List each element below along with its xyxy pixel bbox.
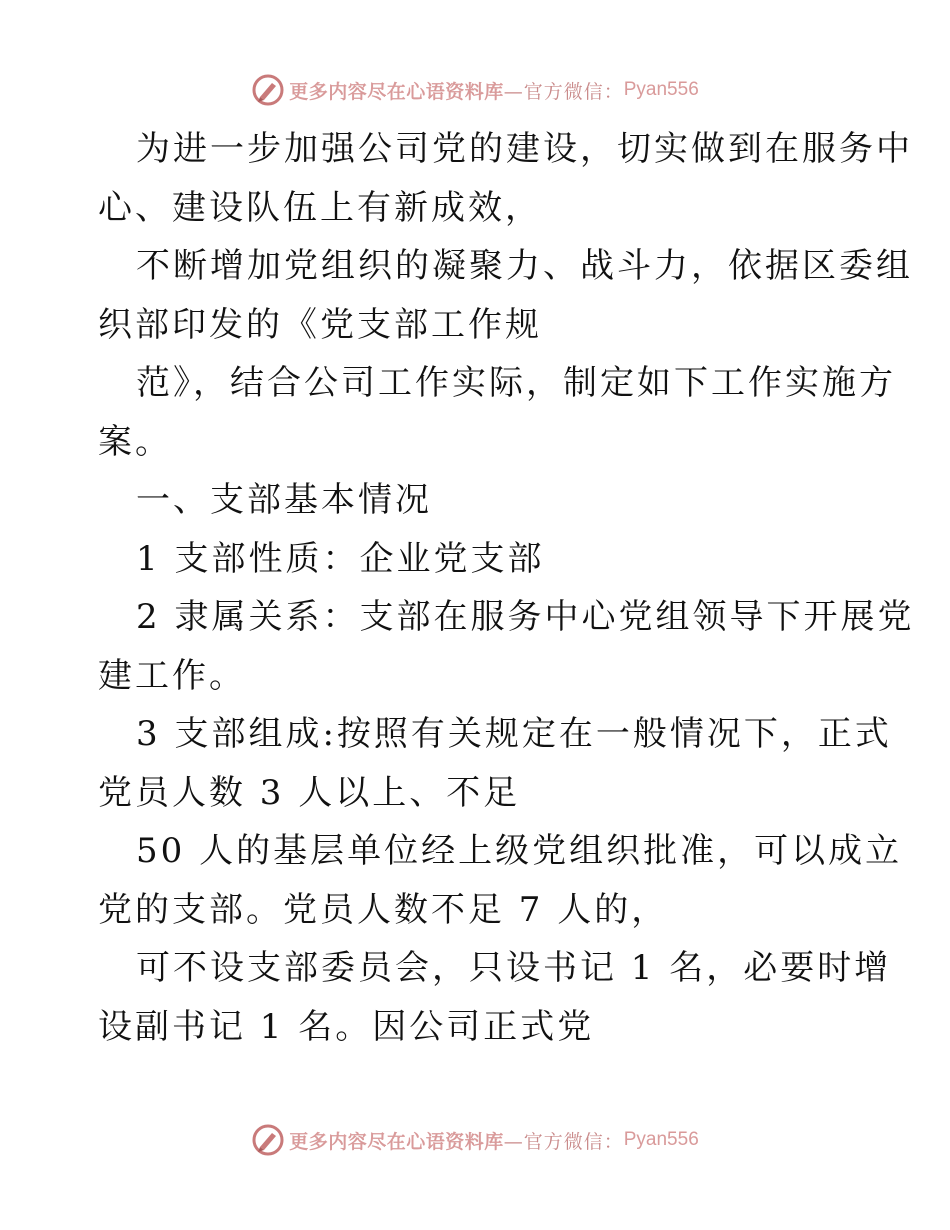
footer-watermark [0,1120,950,1160]
text-line: 党员人数 3 人以上、不足 [98,772,521,813]
header-watermark [0,70,950,110]
watermark-sub-text: —官方微信： [503,80,624,103]
watermark-main-text: 更多内容尽在心语资料库 [289,80,504,103]
text-line: 为进一步加强公司党的建设，切实做到在服务中 [136,129,913,169]
text-line: 党的支部。党员人数不足 7 人的， [98,889,669,930]
text-line: 1 支部性质：企业党支部 [136,538,545,579]
pen-logo-icon [251,1123,285,1157]
text-line: 可不设支部委员会，只设书记 1 名，必要时增 [136,948,892,988]
text-line: 建工作。 [98,655,246,696]
text-line: 案。 [98,421,172,462]
text-line: 2 隶属关系：支部在服务中心党组领导下开展党 [136,597,915,637]
watermark-main-text: 更多内容尽在心语资料库 [289,1130,504,1153]
watermark-sub-text: —官方微信： [503,1130,624,1153]
text-line: 设副书记 1 名。因公司正式党 [98,1006,595,1047]
text-line: 心、建设队伍上有新成效， [98,187,542,228]
watermark-wechat-id: Pyan556 [623,79,699,100]
text-line: 一、支部基本情况 [136,480,432,520]
text-line: 50 人的基层单位经上级党组织批准，可以成立 [136,831,903,871]
pen-logo-icon [251,73,285,107]
text-line: 不断增加党组织的凝聚力、战斗力，依据区委组 [136,246,913,286]
text-line: 范》，结合公司工作实际，制定如下工作实施方 [136,363,896,403]
watermark-wechat-id: Pyan556 [623,1129,699,1150]
document-body [98,120,915,1056]
text-line: 3 支部组成:按照有关规定在一般情况下，正式 [136,714,892,754]
text-line: 织部印发的《党支部工作规 [98,304,542,345]
